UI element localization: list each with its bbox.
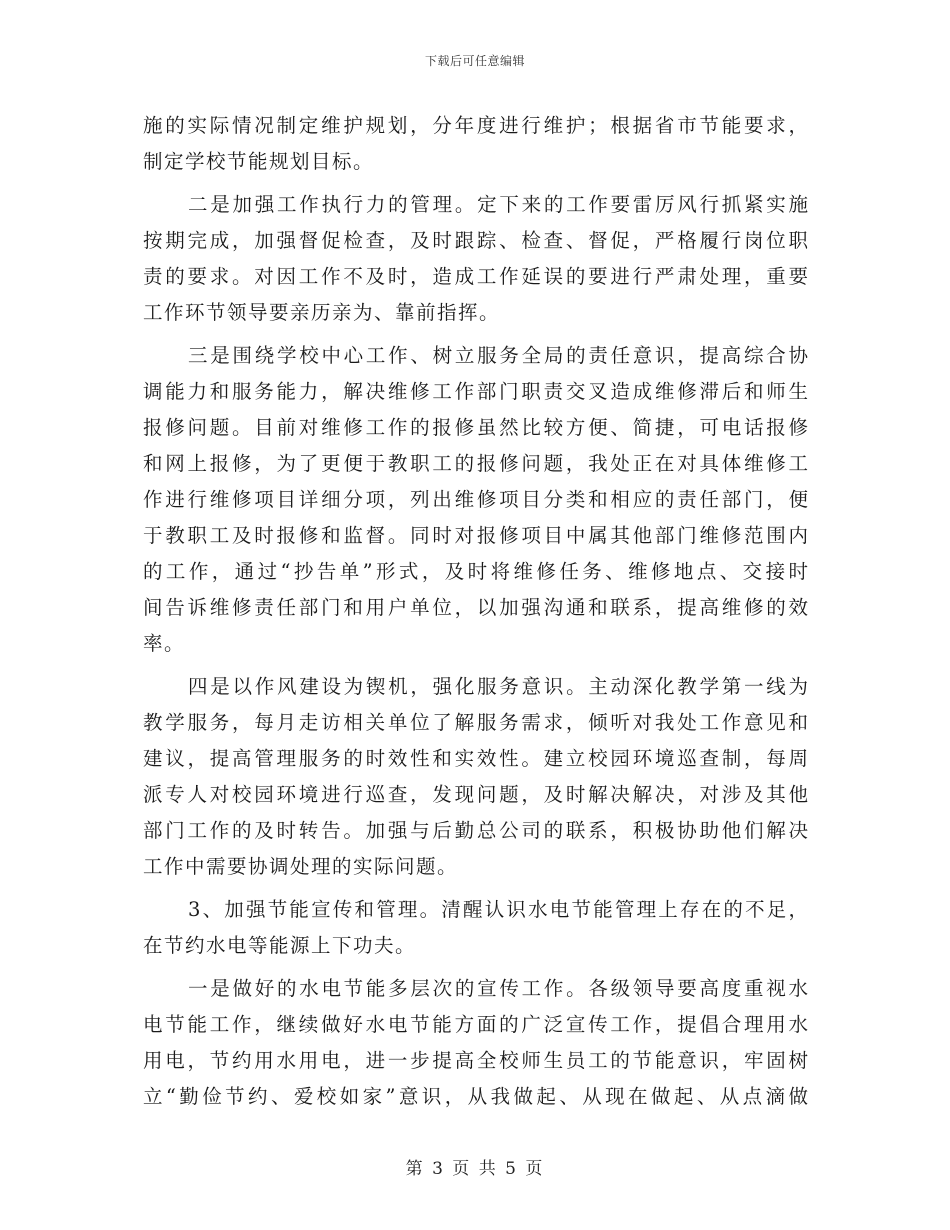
text-line: 施的实际情况制定维护规划，分年度进行维护；根据省市节能要求，: [143, 114, 808, 137]
text-line: 二是加强工作执行力的管理。定下来的工作要雷厉风行抓紧实施: [188, 193, 808, 216]
text-line: 作进行维修项目详细分项，列出维修项目分类和相应的责任部门，便: [143, 488, 808, 511]
document-body: [143, 108, 808, 1115]
page-number: 第 3 页 共 5 页: [405, 1159, 545, 1179]
page-header-note: 下载后可任意编辑: [424, 54, 525, 68]
paragraph-publicity: [143, 971, 808, 1115]
text-line: 立“勤俭节约、爱校如家”意识，从我做起、从现在做起、从点滴做: [143, 1085, 808, 1108]
text-line: 在节约水电等能源上下功夫。: [143, 934, 417, 957]
paragraph-execution-management: [143, 187, 808, 331]
paragraph-energy-saving: [143, 892, 808, 964]
text-line: 报修问题。目前对维修工作的报修虽然比较方便、简捷，可电话报修: [143, 416, 808, 439]
paragraph-work-style: [143, 669, 808, 885]
text-line: 按期完成，加强督促检查，及时跟踪、检查、督促，严格履行岗位职: [143, 229, 808, 252]
text-line: 和网上报修，为了更便于教职工的报修问题，我处正在对具体维修工: [143, 452, 808, 475]
text-line: 工作环节领导要亲历亲为、靠前指挥。: [143, 301, 501, 324]
text-line: 部门工作的及时转告。加强与后勤总公司的联系，积极协助他们解决: [143, 819, 808, 842]
text-line: 三是围绕学校中心工作、树立服务全局的责任意识，提高综合协: [188, 344, 808, 367]
text-line: 一是做好的水电节能多层次的宣传工作。各级领导要高度重视水: [188, 977, 808, 1000]
text-line: 派专人对校园环境进行巡查，发现问题，及时解决解决，对涉及其他: [143, 783, 808, 806]
text-line: 3、加强节能宣传和管理。清醒认识水电节能管理上存在的不足，: [188, 898, 808, 921]
paragraph-service-awareness: [143, 338, 808, 662]
text-line: 率。: [143, 632, 186, 655]
text-line: 调能力和服务能力，解决维修工作部门职责交叉造成维修滞后和师生: [143, 380, 808, 403]
text-line: 工作中需要协调处理的实际问题。: [143, 855, 459, 878]
text-line: 责的要求。对因工作不及时，造成工作延误的要进行严肃处理，重要: [143, 265, 808, 288]
text-line: 建议，提高管理服务的时效性和实效性。建立校园环境巡查制，每周: [143, 747, 808, 770]
text-line: 于教职工及时报修和监督。同时对报修项目中属其他部门维修范围内: [143, 524, 808, 547]
text-line: 四是以作风建设为锲机，强化服务意识。主动深化教学第一线为: [188, 675, 808, 698]
paragraph-continuation: [143, 108, 808, 180]
text-line: 的工作，通过“抄告单”形式，及时将维修任务、维修地点、交接时: [143, 560, 808, 583]
text-line: 制定学校节能规划目标。: [143, 150, 375, 173]
text-line: 电节能工作，继续做好水电节能方面的广泛宣传工作，提倡合理用水: [143, 1013, 808, 1036]
text-line: 用电，节约用水用电，进一步提高全校师生员工的节能意识，牢固树: [143, 1049, 808, 1072]
text-line: 教学服务，每月走访相关单位了解服务需求，倾听对我处工作意见和: [143, 711, 808, 734]
text-line: 间告诉维修责任部门和用户单位，以加强沟通和联系，提高维修的效: [143, 596, 808, 619]
